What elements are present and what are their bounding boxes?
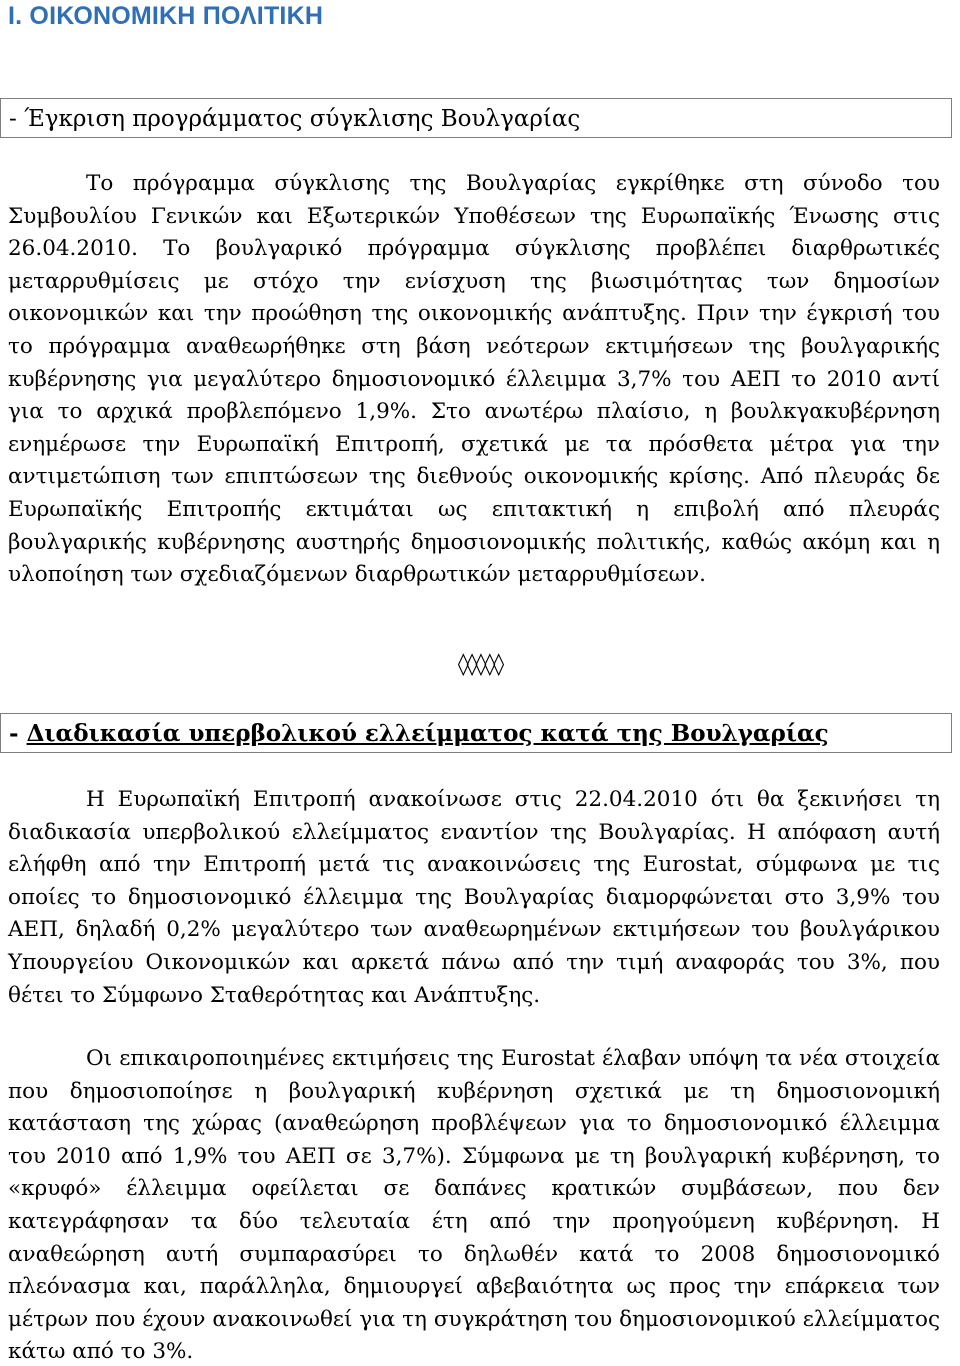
item-heading-convergence-programme: - Έγκριση προγράμματος σύγκλισης Βουλγαρίας [0, 98, 952, 138]
item-heading-excessive-deficit [0, 713, 952, 753]
convergence-programme-paragraph: Το πρόγραμμα σύγκλισης της Βουλγαρίας εγκρίθηκε στη σύνοδο του Συμβουλίου Γενικών και Εξωτερικών Υποθέσεων της Ευρωπαϊκής Ένωσης στις 26.04.2010. Το βουλγαρικό πρόγραμμα σύγκλισης προβλέπει διαρθρωτικές μεταρρυθμίσεις με στόχο την ενίσχυση της βιωσιμότητας των δημοσίων οικονομικών και την προώθηση της οικονομικής ανάπτυξης. Πριν την έγκρισή του το πρόγραμμα αναθεωρήθηκε στη βάση νεότερων εκτιμήσεων της βουλγαρικής κυβέρνησης για μεγαλύτερο δημοσιονομικό έλλειμμα 3,7% του ΑΕΠ το 2010 αντί για το αρχικά προβλεπόμενο 1,9%. Στο ανωτέρω πλαίσιο, η βουλκγακυβέρνηση ενημέρωσε την Ευρωπαϊκή Επιτροπή, σχετικά με τα πρόσθετα μέτρα για την αντιμετώπιση των επιπτώσεων της διεθνούς οικονομικής κρίσης. Από πλευράς δε Ευρωπαϊκής Επιτροπής εκτιμάται ως επιτακτική η επιβολή από πλευράς βουλγαρικής κυβέρνησης αυστηρής δημοσιονομικής πολιτικής, καθώς ακόμη και η υλοποίηση των σχεδιαζόμενων διαρθρωτικών μεταρρυθμίσεων. [8, 171, 940, 588]
item-heading-prefix: - [9, 720, 27, 747]
section-separator: ◊◊◊◊◊ [457, 652, 503, 677]
excessive-deficit-paragraph-1: Η Ευρωπαϊκή Επιτροπή ανακοίνωσε στις 22.04.2010 ότι θα ξεκινήσει τη διαδικασία υπερβολικού ελλείμματος εναντίον της Βουλγαρίας. Η απόφαση αυτή ελήφθη από την Επιτροπή μετά τις ανακοινώσεις της Eurostat, σύμφωνα με τις οποίες το δημοσιονομικό έλλειμμα της Βουλγαρίας διαμορφώνεται στο 3,9% του ΑΕΠ, δηλαδή 0,2% μεγαλύτερο των αναθεωρημένων εκτιμήσεων του βουλγάρικου Υπουργείου Οικονομικών και αρκετά πάνω από την τιμή αναφοράς του 3%, που θέτει το Σύμφωνο Σταθερότητας και Ανάπτυξης. [8, 787, 940, 1008]
item-heading-text: Διαδικασία υπερβολικού ελλείμματος κατά της Βουλγαρίας [26, 720, 829, 747]
excessive-deficit-paragraph-2: Οι επικαιροποιημένες εκτιμήσεις της Eurostat έλαβαν υπόψη τα νέα στοιχεία που δημοσιοποίησε η βουλγαρική κυβέρνηση σχετικά με τη δημοσιονομική κατάσταση της χώρας (αναθεώρηση προβλέψεων για το δημοσιονομικό έλλειμμα του 2010 από 1,9% του ΑΕΠ σε 3,7%). Σύμφωνα με τη βουλγαρική κυβέρνηση, το «κρυφό» έλλειμμα οφείλεται σε δαπάνες κρατικών συμβάσεων, που δεν κατεγράφησαν τα δύο τελευταία έτη από την προηγούμενη κυβέρνηση. Η αναθεώρηση αυτή συμπαρασύρει το δηλωθέν κατά το 2008 δημοσιονομικό πλεόνασμα και, παράλληλα, δημιουργεί αβεβαιότητα ως προς την επάρκεια των μέτρων που έχουν ανακοινωθεί για τη συγκράτηση του δημοσιονομικού ελλείμματος κάτω από το 3%. [8, 1046, 940, 1365]
section-title: I. ΟΙΚΟΝΟΜΙΚΗ ΠΟΛΙΤΙΚΗ [8, 2, 324, 30]
